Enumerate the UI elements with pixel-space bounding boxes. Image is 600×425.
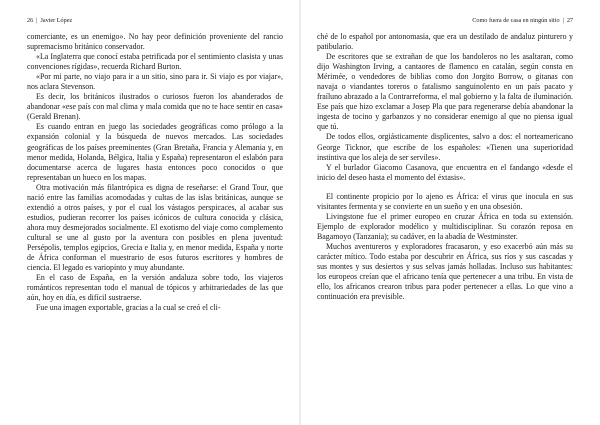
paragraph: «Por mi parte, no viajo para ir a un sitio, sino para ir. Si viajo es por viajar», nos aclara Stevenson.: [27, 72, 283, 92]
paragraph: Y el burlador Giacomo Casanova, que encuentra en el fandango «desde el inicio del deseo hasta el momento del éxtasis».: [317, 162, 573, 182]
left-page: [27, 17, 283, 313]
right-page-body: [317, 32, 573, 302]
paragraph: De escritores que se extrañan de que los bandoleros no les asaltaran, como dijo Washington Irving, a cantaores de flamenco en catalán, según consta en Mérimée, o vendedores de biblias como don Jorgito Borrow, o gitanas con navaja o viandantes toreros o fatalismo sanguinolento en un país pacato y fraíluno abrazado a la Contrarreforma, el mal gobierno y la falta de iluminación. Ese país que hizo exclamar a Josep Pla que para regenerarse debía abandonar la ingesta de tocino y garbanzos y no considerar enemigo al que no piensa igual que tú.: [317, 52, 573, 132]
paragraph: En el caso de España, en la versión andaluza sobre todo, los viajeros románticos representan todo el manual de tópicos y arbitrariedades de las que aún, hoy en día, es difícil sustraerse.: [27, 273, 283, 303]
paragraph: «La Inglaterra que conocí estaba petrificada por el sentimiento clasista y unas convenciones rígidas», recuerda Richard Burton.: [27, 52, 283, 72]
paragraph: Fue una imagen exportable, gracias a la cual se creó el cli-: [36, 303, 221, 313]
paragraph: De todos ellos, orgiásticamente displicentes, salvo a dos: el norteamericano George Ticknor, que escribe de los españoles: «Tienen una superioridad instintiva que los aleja de ser serviles».: [317, 132, 573, 162]
paragraph: Es decir, los británicos ilustrados o curiosos fueron los abanderados de abandonar «ese país con mal clima y mala comida que no te hace sentir en casa» (Gerald Brenan).: [27, 92, 283, 122]
right-head-separator: |: [562, 17, 564, 24]
paragraph: ché de lo español por antonomasia, que era un destilado de andaluz pinturero y patibulario.: [317, 32, 573, 52]
right-head-title: Como fuera de casa en ningún sitio: [472, 17, 560, 24]
paragraph: El continente propicio por lo ajeno es África: el virus que inocula en sus visitantes fermenta y se convierte en un sueño y en una obsesión.: [317, 191, 573, 211]
right-running-head: [317, 17, 573, 25]
paragraph: Muchos aventureros y exploradores fracasaron, y eso exacerbó aún más su carácter mítico. Todo estaba por descubrir en África, sus ríos y sus cascadas y sus montes y sus desiertos y sus selvas jamás holladas. Incluso sus habitantes: los europeos creían que el africano tenía que pertenecer a una tribu. En vista de ello, los africanos crearon tribus para poder pertenecer a ellas. Lo que vino a continuación era previsible.: [317, 241, 573, 302]
left-head-title: Javier López: [40, 17, 73, 24]
paragraph: Livingstone fue el primer europeo en cruzar África en toda su extensión. Ejemplo de explorador modélico y multidisciplinar. Su corazón reposa en Bagamoyo (Tanzania); su cadáver, en la abadía de Westminster.: [317, 211, 573, 241]
left-page-body: [27, 32, 283, 313]
left-running-head: [27, 17, 283, 25]
paragraph: Otra motivación más filantrópica es digna de reseñarse: el Grand Tour, que nació entre las familias acomodadas y cultas de las islas británicas, aunque se extendió a otros países, y por el cual los vástagos perspicaces, al acabar sus estudios, pudieran recorrer los países icónicos de cultura conocida y clásica, ahora muy desmejorados socialmente. El exotismo del viaje como complemento cultural se une al gusto por la aventura con posibles en plena juventud: Persépolis, templos egipcios, Grecia e Italia y, en menor medida, España y norte de África conforman el muestrario de esos futuros escritores y hombres de ciencia. El legado es variopinto y muy abundante.: [27, 182, 283, 273]
left-page-number: 26: [27, 17, 34, 24]
right-page-number: 27: [566, 17, 573, 24]
paragraph: comerciante, es un enemigo». No hay peor definición proveniente del rancio supremacismo británico conservador.: [27, 32, 283, 52]
left-head-separator: |: [36, 17, 38, 24]
page-gutter: [299, 0, 301, 425]
right-page: [317, 17, 573, 302]
paragraph: Es cuando entran en juego las sociedades geográficas como prólogo a la expansión colonial y la búsqueda de nuevos mercados. Las sociedades geográficas de los países preeminentes (Gran Bretaña, Francia y Alemania y, en menor medida, Holanda, Bélgica, Italia y España) representaron el eslabón para documentarse acerca de lugares hasta entonces poco conocidos o que representaban un hueco en los mapas.: [27, 122, 283, 182]
